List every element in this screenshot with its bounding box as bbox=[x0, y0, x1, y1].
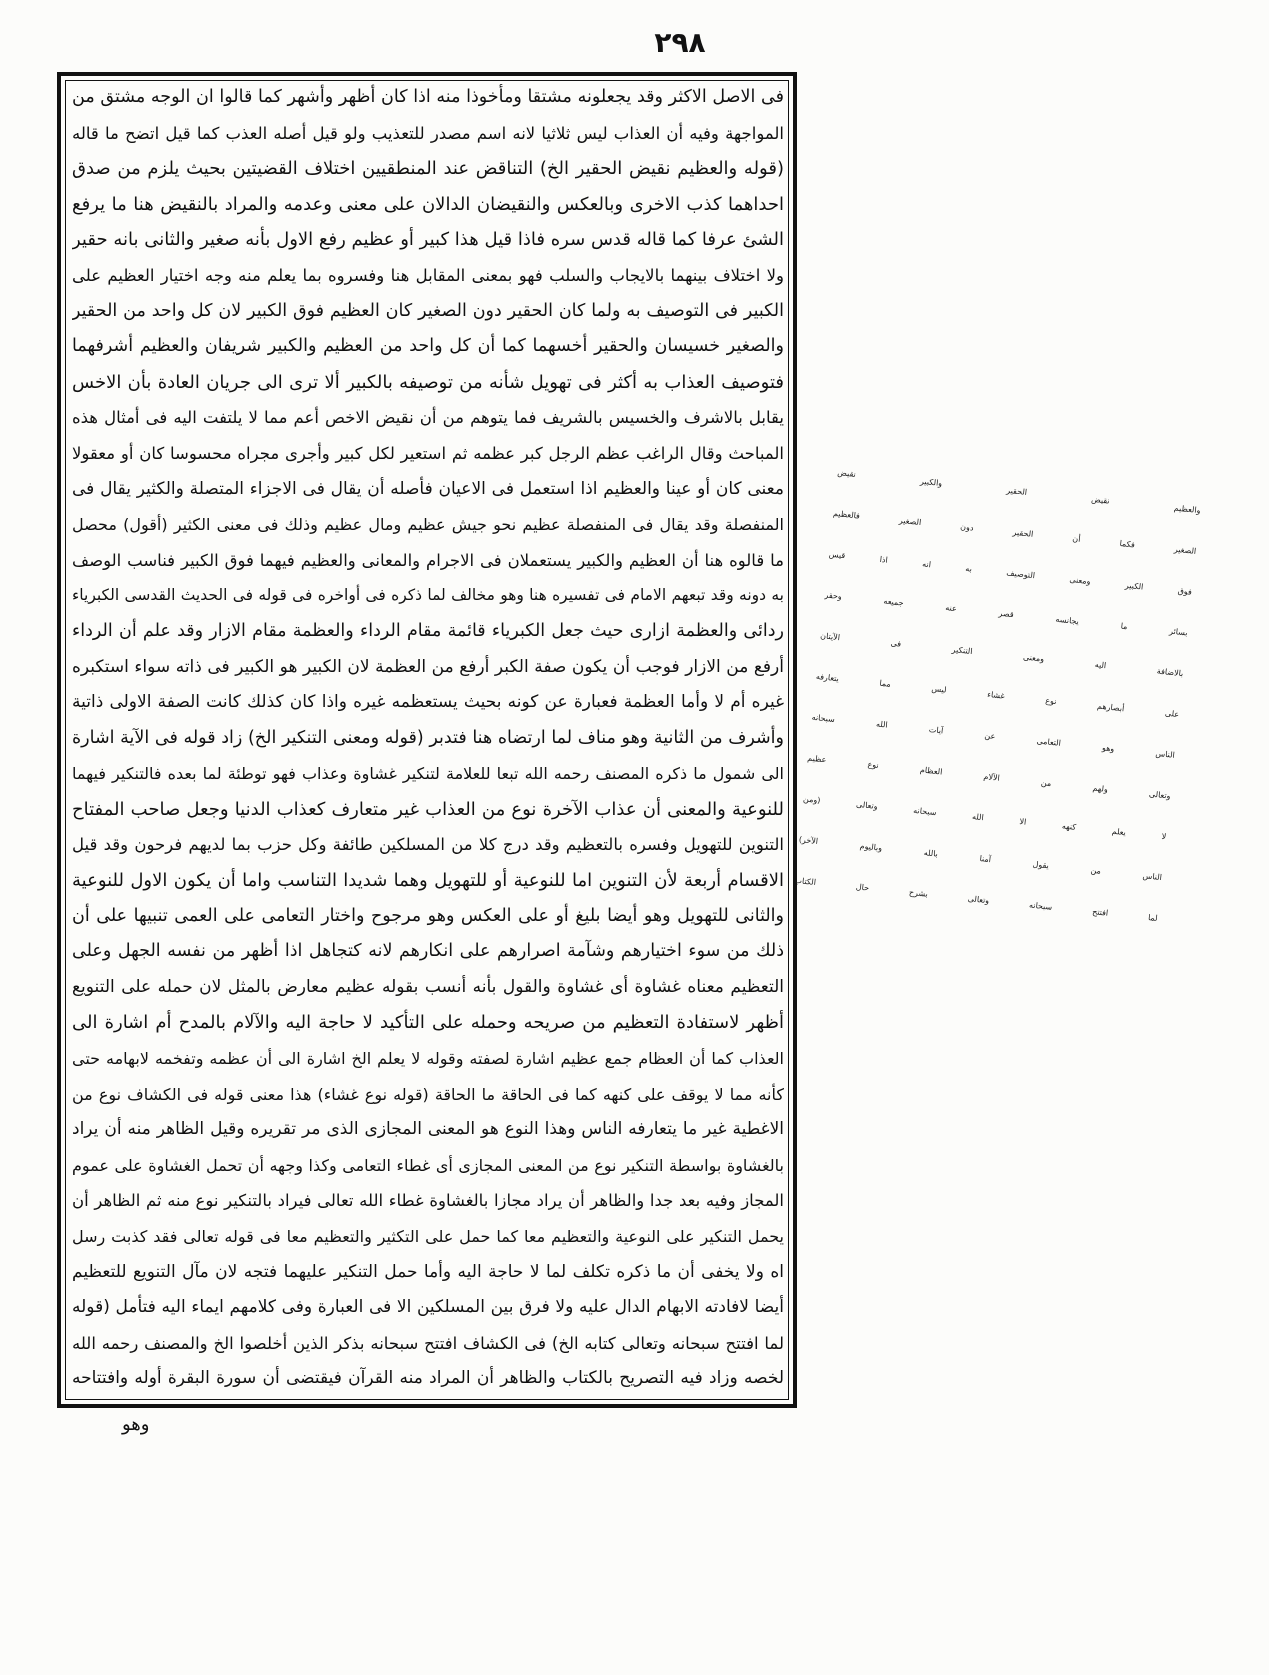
main-text-line: احداهما كذب الاخرى وبالعكس والنقيضان الدالان على معنى وعدمه والمراد بالنقيض هنا ما يرفع bbox=[72, 193, 784, 215]
main-text-line: ولا اختلاف بينهما بالايجاب والسلب فهو بمعنى المقابل هنا وفسروه بما يعلم منه وجه اختيار العظيم على bbox=[72, 265, 784, 285]
main-text-line: ردائى والعظمة ازارى حيث جعل الكبرياء قائمة مقام الرداء والعظمة مقام الازار وقد علم أن الرداء bbox=[72, 620, 784, 641]
margin-note-line: الناس من يقول آمنا بالله وباليوم الآخر) bbox=[798, 835, 1163, 883]
margin-note-line: الناس وهو التعامى عن آيات الله سبحانه bbox=[811, 712, 1176, 760]
margin-note-line: وتعالى ولهم من الآلام العظام نوع عظيم bbox=[806, 753, 1171, 801]
main-text-line: المواجهة وفيه أن العذاب ليس ثلاثيا لانه اسم مصدر للتعذيب ولو قيل أصله العذب كما قيل اتضح ما قاله bbox=[72, 123, 784, 143]
main-text-line: الاقسام أربعة لأن التنوين اما للنوعية أو للتهويل وهما شديدا التناسب واما أن يكون الاول للنوعية bbox=[72, 870, 784, 892]
main-text-line: العذاب كما أن العظام جمع عظيم اشارة لصفته وقوله لا يعلم الخ اشارة الى أن عظمه وتفخمه لابهامه حتى bbox=[72, 1049, 784, 1069]
main-text-line: يحمل التنكير على النوعية والتعظيم معا كما حمل على التكثير والتعظيم معا فى قوله تعالى فقد كذبت رسل bbox=[72, 1227, 784, 1246]
main-text-line: الشئ عرفا كما قاله قدس سره فاذا قيل هذا كبير أو عظيم رفع الاول بأنه صغير والثانى بانه حقير bbox=[72, 229, 784, 251]
main-text-line: لما افتتح سبحانه وتعالى كتابه الخ) فى الكشاف افتتح سبحانه بذكر الذين أخلصوا الخ والمصنف رحمه الله bbox=[72, 1333, 784, 1353]
main-text-line: المنفصلة وقد يقال فى المنفصلة عظيم نحو جيش عظيم ومال عظيم وذلك فى معنى الكثير (أقول) محصل bbox=[72, 515, 784, 535]
main-text-line: كأنه مما لا يوقف على كنهه كما فى الحاقة ما الحاقة (قوله نوع غشاء) هذا معنى قوله فى الكشاف نوع من bbox=[72, 1084, 784, 1104]
main-text bbox=[72, 80, 784, 1397]
main-text-line: ذلك من سوء اختيارهم وشآمة اصرارهم على انكارهم لانه كتجاهل اذا أظهر من نفسه الجهل وعلى bbox=[72, 941, 784, 962]
main-text-line: فى الاصل الاكثر وقد يجعلونه مشتقا ومأخوذا منه اذا كان أظهر وأشهر كما قالوا ان الوجه مشتق من bbox=[72, 87, 784, 107]
main-text-line: به دونه وقد تبعهم الامام فى تفسيره هنا وهو مخالف لما ذكره فى أواخره فى قوله فى الحديث القدسى الكبرياء bbox=[72, 586, 784, 605]
margin-note-line: بسائر ما يجانسه قصر عنه جميعه وحقر bbox=[824, 590, 1189, 638]
main-text-line: أيضا لافادته الابهام الدال عليه ولا فرق بين المسلكين الا فى العبارة وفى كلامهم ايماء اليه فتأمل (قوله bbox=[72, 1297, 784, 1318]
main-text-line: أظهر لاستفادة التعظيم من صريحه وحمله على التأكيد لا حاجة اليه والآلام بالمدح أم اشارة الى bbox=[72, 1012, 784, 1034]
margin-note bbox=[792, 452, 1202, 939]
main-text-line: والثانى للتهويل وهو أيضا بليغ أو على العكس وهو مرجوح واختار التعامى على العمى تنبيها على أن bbox=[72, 905, 784, 926]
main-text-line: للنوعية والمعنى أن عذاب الآخرة نوع من العذاب غير متعارف كعذاب الدنيا وجعل صاحب المفتاح bbox=[72, 798, 784, 820]
main-text-line: لخصه وزاد فيه التصريح بالكتاب والظاهر أن المراد منه القرآن فيقتضى أن سورة البقرة أوله وافتتاحه bbox=[72, 1368, 784, 1389]
margin-note-line: الصغير فكما أن الحقير دون الصغير فالعظيم bbox=[832, 508, 1197, 556]
margin-note-line: والعظيم نقيض الحقير والكبير نقيض bbox=[836, 468, 1201, 516]
main-text-line: التنوين للتهويل وفسره بالتعظيم وقد درج كلا من المسلكين طائفة وكل حزب بما لديهم فرحون وقد قيل bbox=[72, 835, 784, 855]
main-text-line: المجاز وفيه بعد جدا والظاهر أن يراد مجازا بالغشاوة غطاء الله تعالى فيراد بالتنكير نوع منه ثم الظاهر أن bbox=[72, 1191, 784, 1211]
margin-note-line: لا يعلم كنهه الا الله سبحانه وتعالى (ومن bbox=[802, 794, 1167, 842]
main-text-line: يقابل بالاشرف والخسيس بالشريف فما يتوهم من أن نقيض الاخص أعم مما لا يلتفت اليه فى أمثال هذه bbox=[72, 408, 784, 428]
main-text-line: أرفع من الازار فوجب أن يكون صفة الكبر أرفع من العظمة لان الكبير هو الكبير فى ذاته سواء استكبره bbox=[72, 656, 784, 677]
main-text-line: فتوصيف العذاب به أكثر فى تهويل شأنه من توصيفه بالكبير ألا ترى الى جريان العادة بأن الاخس bbox=[72, 371, 784, 393]
main-text-line: الاغطية غير ما يتعارفه الناس وهذا النوع هو المعنى المجازى الذى مر تقريره وقيل الظاهر منه أن يراد bbox=[72, 1119, 784, 1140]
margin-note-line: بالاضافة اليه ومعنى التنكير فى الآيتان bbox=[819, 631, 1184, 679]
margin-note-line: لما افتتح سبحانه وتعالى بشرح حال الكتاب bbox=[794, 875, 1159, 923]
catchword: وهو bbox=[122, 1414, 150, 1435]
margin-note-line: على أبصارهم نوع غشاء ليس مما يتعارفه bbox=[815, 671, 1180, 720]
main-text-line: الى شمول ما ذكره المصنف رحمه الله تبعا للعلامة لتنكير غشاوة وعذاب فهو توطئة لما بعده فالتنكير فيهما bbox=[72, 764, 784, 784]
main-text-line: والصغير خسيسان والحقير أخسهما كما أن كل واحد من العظيم والكبير شريفان والعظيم أشرفهما bbox=[72, 336, 784, 357]
main-text-line: اه ولا يخفى أن ما ذكره تكلف لما لا حاجة اليه وأما حمل التنكير عليهما فتجه لان مآل التنويع للتعظيم bbox=[72, 1261, 784, 1282]
main-text-line: بالغشاوة بواسطة التنكير نوع من المعنى المجازى أى غطاء التعامى وكذا وجهه أن تحمل الغشاوة على عموم bbox=[72, 1155, 784, 1175]
main-text-line: الكبير فى التوصيف به ولما كان الحقير دون الصغير كان العظيم فوق الكبير لان كل واحد من الحقير bbox=[72, 300, 784, 321]
main-text-line: المباحث وقال الراغب عظم الرجل كبر عظمه ثم استعير لكل كبير وأجرى مجراه محسوسا كان أو معقولا bbox=[72, 443, 784, 463]
main-text-line: (قوله والعظيم نقيض الحقير الخ) التناقض عند المنطقيين اختلاف القضيتين بحيث يلزم من صدق bbox=[72, 158, 784, 180]
page-number: ٢٩٨ bbox=[654, 26, 706, 59]
main-text-line: غيره أم لا وأما العظمة فعبارة عن كونه بحيث يستعظمه غيره واذا كان كذلك كانت الصفة الاولى ذاتية bbox=[72, 692, 784, 713]
main-text-line: معنى كان أو عينا والعظيم اذا استعمل فى الاعيان فأصله أن يقال فى الاجزاء المتصلة والكثير يقال فى bbox=[72, 478, 784, 499]
margin-note-line: فوق الكبير ومعنى التوصيف به انه اذا قيس bbox=[828, 549, 1193, 597]
main-text-line: التعظيم معناه غشاوة أى غشاوة والقول بأنه أنسب بقوله عظيم معارض بالمثل لان حمله على التنويع bbox=[72, 976, 784, 997]
main-text-line: ما قالوه هنا أن العظيم والكبير يستعملان فى الاجرام والمعانى والعظيم فيهما فوق الكبير فناسب الوصف bbox=[72, 550, 784, 570]
main-text-line: وأشرف من الثانية وهو مناف لما ارتضاه هنا فتدبر (قوله ومعنى التنكير الخ) زاد قوله فى الآية اشارة bbox=[72, 727, 784, 748]
